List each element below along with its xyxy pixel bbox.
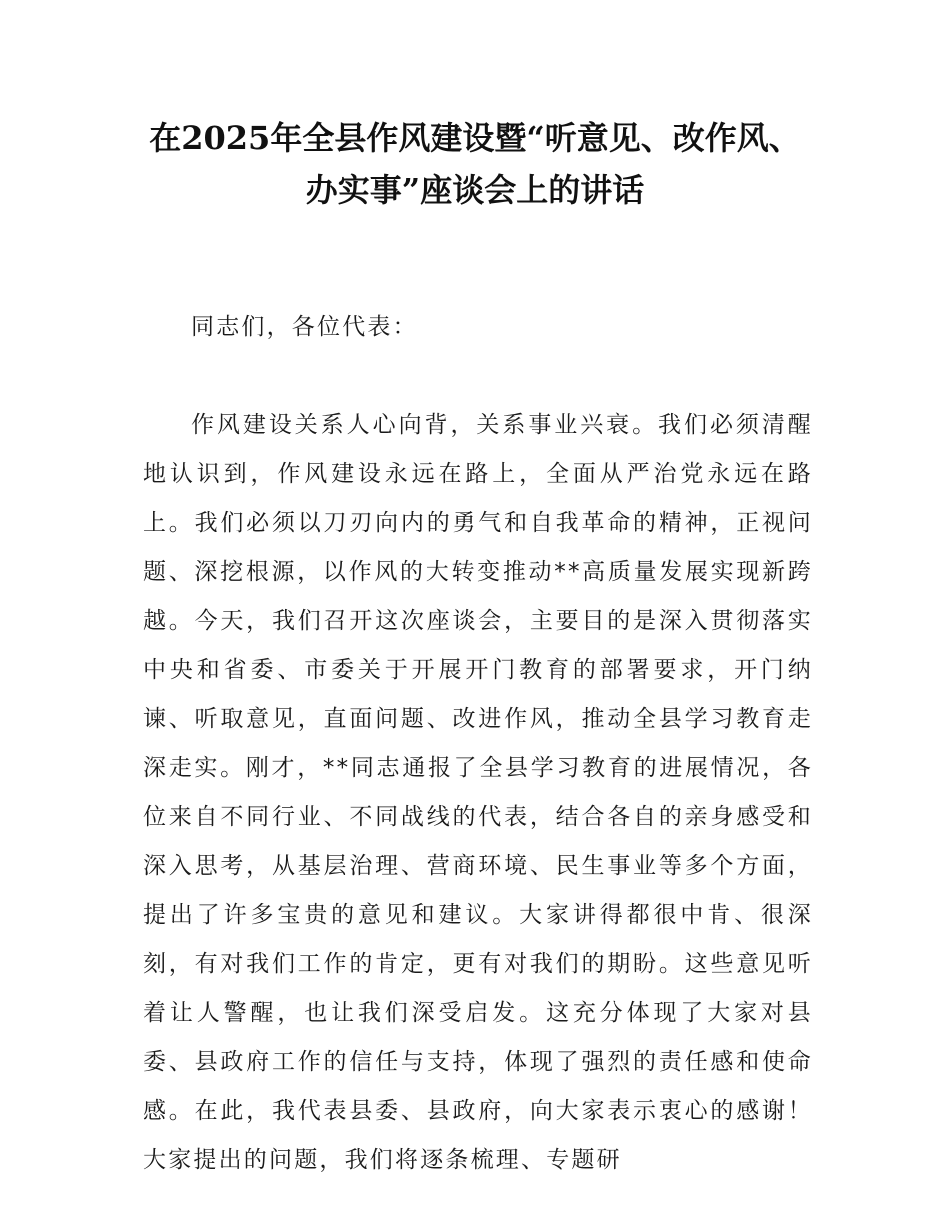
title-line-2: 办实事”座谈会上的讲话 <box>305 171 645 209</box>
title-line-1: 在2025年全县作风建设暨“听意见、改作风、 <box>149 119 801 157</box>
salutation: 同志们，各位代表： <box>191 314 418 340</box>
body-paragraph: 作风建设关系人心向背，关系事业兴衰。我们必须清醒地认识到，作风建设永远在路上，全面从严治党永远在路上。我们必须以刀刃向内的勇气和自我革命的精神，正视问题、深挖根源，以作风的大转变推动**高质量发展实现新跨越。今天，我们召开这次座谈会，主要目的是深入贯彻落实中央和省委、市委关于开展开门教育的部署要求，开门纳谏、听取意见，直面问题、改进作风，推动全县学习教育走深走实。刚才，**同志通报了全县学习教育的进展情况，各位来自不同行业、不同战线的代表，结合各自的亲身感受和深入思考，从基层治理、营商环境、民生事业等多个方面，提出了许多宝贵的意见和建议。大家讲得都很中肯、很深刻，有对我们工作的肯定，更有对我们的期盼。这些意见听着让人警醒，也让我们深受启发。这充分体现了大家对县委、县政府工作的信任与支持，体现了强烈的责任感和使命感。在此，我代表县委、县政府，向大家表示衷心的感谢！大家提出的问题，我们将逐条梳理、专题研 <box>143 412 813 1173</box>
document-body <box>143 303 813 1185</box>
document-title <box>120 112 830 216</box>
